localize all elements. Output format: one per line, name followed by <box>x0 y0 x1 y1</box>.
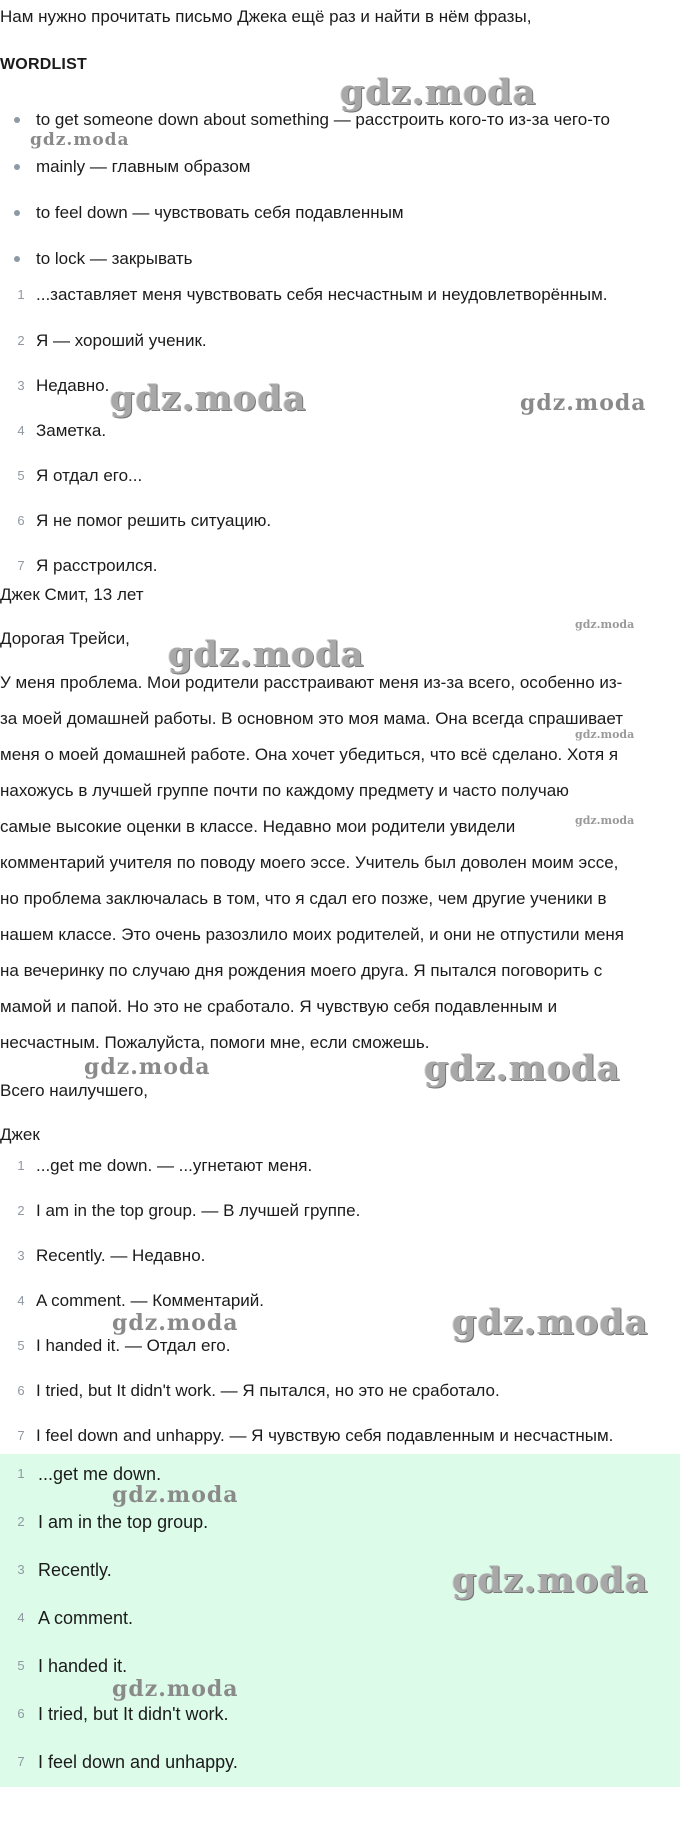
list-number: 6 <box>17 1706 25 1721</box>
letter-line: самые высокие оценки в классе. Недавно мои родители увидели <box>0 817 516 836</box>
letter-line: на вечеринку по случаю дня рождения моего друга. Я пытался поговорить с <box>0 961 603 980</box>
answer-item: I feel down and unhappy. <box>38 1752 238 1772</box>
list-number: 3 <box>17 378 25 393</box>
bullet-icon <box>14 117 20 123</box>
list-number: 6 <box>17 1383 25 1398</box>
letter-line: нашем классе. Это очень разозлило моих родителей, и они не отпустили меня <box>0 925 624 944</box>
watermark: gdz.moda <box>84 1054 211 1080</box>
match-item: I feel down and unhappy. — Я чувствую себя подавленным и несчастным. <box>36 1426 614 1445</box>
answer-item: I am in the top group. <box>38 1512 209 1532</box>
watermark: gdz.moda <box>424 1048 621 1089</box>
phrase-item: Я отдал его... <box>36 466 143 485</box>
watermark: gdz.moda <box>452 1302 649 1343</box>
watermark: gdz.moda <box>575 814 635 827</box>
answer-item: I handed it. <box>38 1656 128 1676</box>
wordlist-item: to feel down — чувствовать себя подавленным <box>36 203 404 222</box>
list-number: 7 <box>17 558 25 573</box>
match-item: Recently. — Недавно. <box>36 1246 206 1265</box>
match-item: I tried, but It didn't work. — Я пытался, но это не сработало. <box>36 1381 500 1400</box>
watermark: gdz.moda <box>110 378 307 419</box>
wordlist-heading: WORDLIST <box>0 56 87 73</box>
answer-item: A comment. <box>38 1608 134 1628</box>
watermark: gdz.moda <box>112 1310 239 1336</box>
letter-line: мамой и папой. Но это не сработало. Я чувствую себя подавленным и <box>0 997 558 1016</box>
bullet-icon <box>14 164 20 170</box>
wordlist-item: mainly — главным образом <box>36 157 251 176</box>
match-item: I am in the top group. — В лучшей группе. <box>36 1201 361 1220</box>
list-number: 1 <box>17 1466 25 1481</box>
phrase-item: Я — хороший ученик. <box>36 331 207 350</box>
answer-item: ...get me down. <box>38 1464 162 1484</box>
watermark: gdz.moda <box>168 634 365 675</box>
letter-line: нахожусь в лучшей группе почти по каждому предмету и часто получаю <box>0 781 569 800</box>
letter-greeting: Дорогая Трейси, <box>0 629 130 648</box>
phrase-item: Заметка. <box>36 421 107 440</box>
letter-line: но проблема заключалась в том, что я сдал его позже, чем другие ученики в <box>0 889 607 908</box>
bullet-icon <box>14 256 20 262</box>
wordlist-item: to lock — закрывать <box>36 249 193 268</box>
list-number: 4 <box>17 1610 25 1625</box>
answer-item: I tried, but It didn't work. <box>38 1704 229 1724</box>
watermark: gdz.moda <box>112 1482 239 1508</box>
answer-box <box>0 1454 680 1787</box>
match-item: A comment. — Комментарий. <box>36 1291 264 1310</box>
list-number: 2 <box>17 333 25 348</box>
letter-line: за моей домашней работы. В основном это моя мама. Она всегда спрашивает <box>0 709 624 728</box>
wordlist-item: to get someone down about something — расстроить кого-то из-за чего-то <box>36 110 610 129</box>
list-number: 2 <box>17 1203 25 1218</box>
match-item: ...get me down. — ...угнетают меня. <box>36 1156 313 1175</box>
list-number: 6 <box>17 513 25 528</box>
letter-author: Джек Смит, 13 лет <box>0 585 144 604</box>
list-number: 1 <box>17 1158 25 1173</box>
list-number: 7 <box>17 1754 25 1769</box>
list-number: 7 <box>17 1428 25 1443</box>
list-number: 2 <box>17 1514 25 1529</box>
watermark: gdz.moda <box>575 618 635 631</box>
list-number: 5 <box>17 468 25 483</box>
list-number: 4 <box>17 1293 25 1308</box>
letter-closing: Всего наилучшего, <box>0 1081 149 1100</box>
phrase-item: Недавно. <box>36 376 110 395</box>
phrase-item: Я расстроился. <box>36 556 158 575</box>
letter-signature: Джек <box>0 1125 40 1144</box>
phrase-item: Я не помог решить ситуацию. <box>36 511 272 530</box>
list-number: 1 <box>17 287 25 302</box>
list-number: 3 <box>17 1248 25 1263</box>
watermark: gdz.moda <box>340 72 537 113</box>
match-item: I handed it. — Отдал его. <box>36 1336 231 1355</box>
watermark: gdz.moda <box>575 728 635 741</box>
letter-line: меня о моей домашней работе. Она хочет убедиться, что всё сделано. Хотя я <box>0 745 619 764</box>
list-number: 4 <box>17 423 25 438</box>
watermark: gdz.moda <box>520 390 647 416</box>
bullet-icon <box>14 210 20 216</box>
list-number: 3 <box>17 1562 25 1577</box>
letter-line: комментарий учителя по поводу моего эссе. Учитель был доволен моим эссе, <box>0 853 619 872</box>
answer-item: Recently. <box>38 1560 112 1580</box>
intro-text: Нам нужно прочитать письмо Джека ещё раз и найти в нём фразы, <box>0 7 532 26</box>
watermark: gdz.moda <box>30 130 130 150</box>
list-number: 5 <box>17 1338 25 1353</box>
watermark: gdz.moda <box>112 1676 239 1702</box>
watermark: gdz.moda <box>452 1560 649 1601</box>
letter-line: несчастным. Пожалуйста, помоги мне, если сможешь. <box>0 1033 430 1052</box>
letter-line: У меня проблема. Мои родители расстраивают меня из-за всего, особенно из- <box>0 673 623 692</box>
phrase-item: ...заставляет меня чувствовать себя несчастным и неудовлетворённым. <box>36 285 608 304</box>
list-number: 5 <box>17 1658 25 1673</box>
